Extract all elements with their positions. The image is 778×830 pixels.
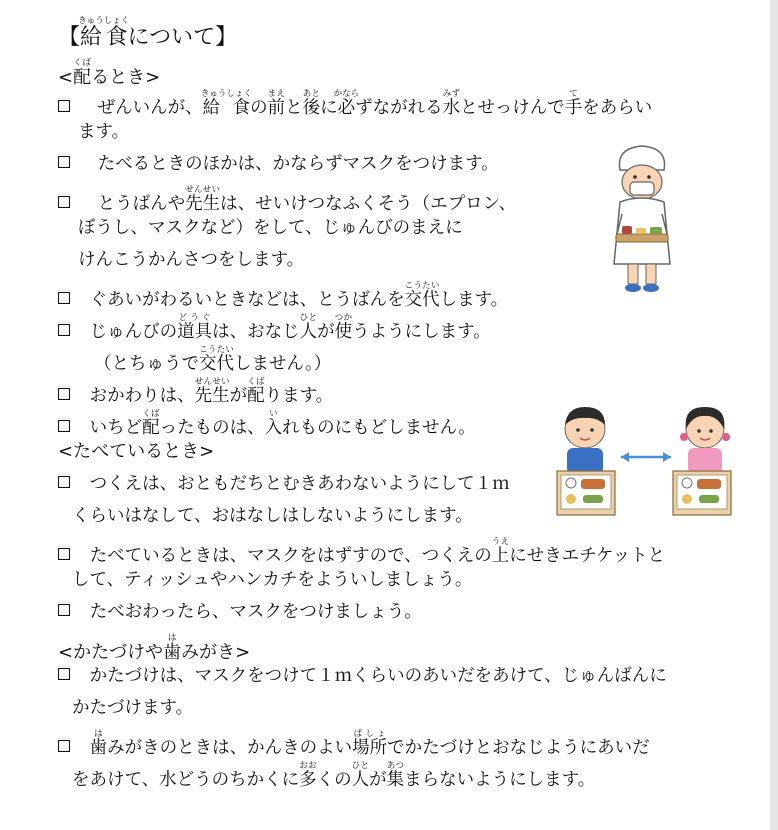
checklist-item: かたづけは、マスクをつけて１ｍくらいのあいだをあけて、じゅんばんに [58,665,667,687]
checklist-item: とうばんや先生せんせいは、せいけつなふくそう（エプロン、 [58,185,516,215]
section-heading-eating: <たべているとき> [58,441,215,462]
checklist-item: たべるときのほかは、かならずマスクをつけます。 [58,153,499,175]
checkbox-icon[interactable] [58,388,70,400]
checkbox-icon[interactable] [58,476,70,488]
checkbox-icon[interactable] [58,324,70,336]
checklist-item-continuation: かたづけます。 [72,698,194,718]
checklist-item-continuation: ます。 [78,122,130,142]
checklist-item: ぜんいんが、給 食きゅうしょくの前まえと後あとに必かならずながれる水みずとせっけんで手てをあらい [58,89,652,119]
checkbox-icon[interactable] [58,196,70,208]
checklist-item-continuation: ぼうし、マスクなど）をして、じゅんびのまえに [78,218,463,238]
checklist-item: じゅんびの道具どうぐは、おなじ人ひとが使つかうようにします。 [58,313,491,343]
checkbox-icon[interactable] [58,548,70,560]
page-title: 【給食きゅうしょくについて】 [58,16,238,50]
checklist-item-continuation: して、ティッシュやハンカチをよういしましょう。 [72,570,473,590]
checkbox-icon[interactable] [58,292,70,304]
checklist-item-continuation: けんこうかんさつをします。 [78,250,305,270]
checklist-item: つくえは、おともだちとむきあわないようにして１ｍ [58,473,510,495]
lunch-server-illustration [602,142,682,297]
checklist-item: 歯はみがきのときは、かんきのよい場所ばしょでかたづけとおなじようにあいだ [58,729,650,759]
checkbox-icon[interactable] [58,420,70,432]
checklist-item-continuation: （とちゅうで交代こうたいしません。） [94,345,332,374]
checklist-item-continuation: くらいはなして、おはなしはしないようにします。 [72,506,473,526]
students-distance-illustration [555,403,740,523]
checkbox-icon[interactable] [58,100,70,112]
checklist-item: たべているときは、マスクをはずすので、つくえの上うえにせきエチケットと [58,537,665,567]
checkbox-icon[interactable] [58,604,70,616]
section-heading-serving: <配くばるとき> [58,58,161,88]
checklist-item: おかわりは、先生せんせいが配くばります。 [58,377,333,407]
page-edge [770,0,778,830]
checklist-item-continuation: をあけて、水どうのちかくに多おおくの人ひとが集あつまらないようにします。 [72,761,596,790]
checkbox-icon[interactable] [58,668,70,680]
section-heading-cleanup: <かたづけや歯はみがき> [58,633,251,663]
checkbox-icon[interactable] [58,740,70,752]
checklist-item: たべおわったら、マスクをつけましょう。 [58,601,422,623]
checkbox-icon[interactable] [58,156,70,168]
checklist-item: いちど配くばったものは、入いれものにもどしません。 [58,409,476,439]
checklist-item: ぐあいがわるいときなどは、とうばんを交代こうたいします。 [58,281,508,311]
